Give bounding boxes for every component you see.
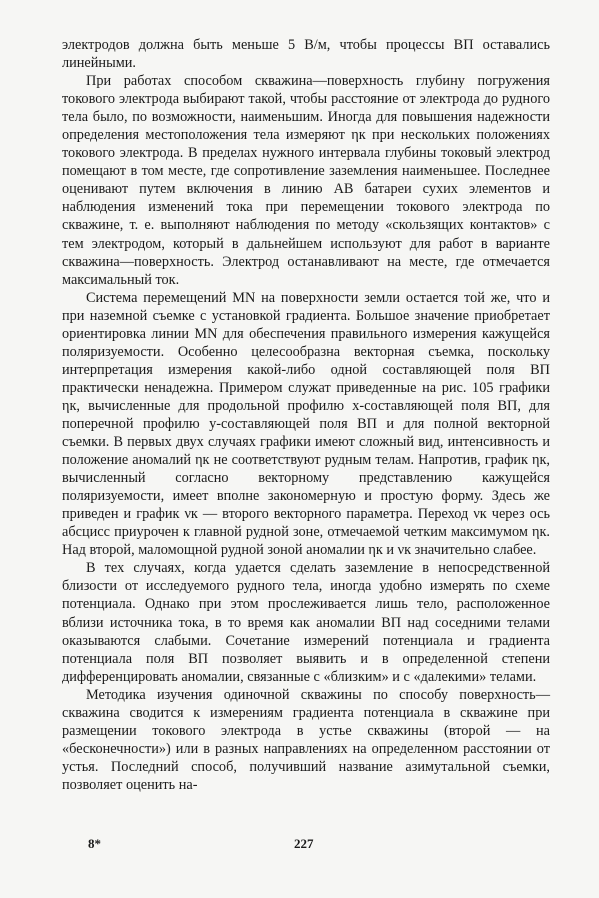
body-text xyxy=(62,36,550,794)
paragraph-single-borehole: Методика изучения одиночной скважины по способу поверхность—скважина сводится к измерениям градиента потенциала в скважине при размещении токового электрода в устье скважины (второй — на «бесконечности») или в разных направлениях на определенном расстоянии от устья. Последний способ, получивший название азимутальной съемки, позволяет оценить на- xyxy=(62,686,550,793)
paragraph-mn-system: Система перемещений MN на поверхности земли остается той же, что и при наземной съемке с установкой градиента. Большое значение приобретает ориентировка линии MN для обеспечения правильного измерения кажущейся поляризуемости. Особенно целесообразна векторная съемка, поскольку интерпретация измерения какой-либо одной составляющей поля ВП практически ненадежна. Примером служат приведенные на рис. 105 графики ηк, вычисленные для продольной профилю x-составляющей поля ВП, для поперечной профилю y-составляющей поля ВП и для полной векторной съемки. В первых двух случаях графики имеют сложный вид, интенсивность и положение аномалий ηк не соответствуют рудным телам. Напротив, график ηк, вычисленный согласно векторному представлению кажущейся поляризуемости, имеет вполне закономерную и простую форму. Здесь же приведен и график νк — второго векторного параметра. Переход νк через ось абсцисс приурочен к главной рудной зоне, отмечаемой четким максимумом ηк. Над второй, маломощной рудной зоной аномалии ηк и νк значительно слабее. xyxy=(62,289,550,559)
paragraph-potential-scheme: В тех случаях, когда удается сделать заземление в непосредственной близости от исследуемого рудного тела, иногда удобно измерять по схеме потенциала. Однако при этом прослеживается лишь тело, расположенное вблизи источника тока, в то время как аномалии ВП над соседними телами оказываются слабыми. Сочетание измерений потенциала и градиента потенциала поля ВП позволяет выявить и в определенной степени дифференцировать аномалии, связанные с «близким» и с «далекими» телами. xyxy=(62,560,550,685)
page-footer xyxy=(0,836,599,856)
signature-mark: 8* xyxy=(88,836,101,851)
paragraph-borehole-surface: При работах способом скважина—поверхность глубину погружения токового электрода выбирают такой, чтобы расстояние от электрода до рудного тела было, по возможности, наименьшим. Иногда для повышения надежности определения местоположения тела измеряют ηк при нескольких положениях токового электрода. В пределах нужного интервала глубины токовый электрод помещают в том месте, где сопротивление заземления наименьшее. Последнее оценивают путем включения в линию AB батареи сухих элементов и наблюдения изменений тока при перемещении токового электрода по скважине, т. е. выполняют наблюдения по методу «скользящих контактов» с тем электродом, который в дальнейшем используют для работ в варианте скважина—поверхность. Электрод останавливают на месте, где отмечается максимальный ток. xyxy=(62,73,550,288)
paragraph-continued: электродов должна быть меньше 5 В/м, чтобы процессы ВП оставались линейными. xyxy=(62,37,550,72)
page-number: 227 xyxy=(294,836,314,851)
